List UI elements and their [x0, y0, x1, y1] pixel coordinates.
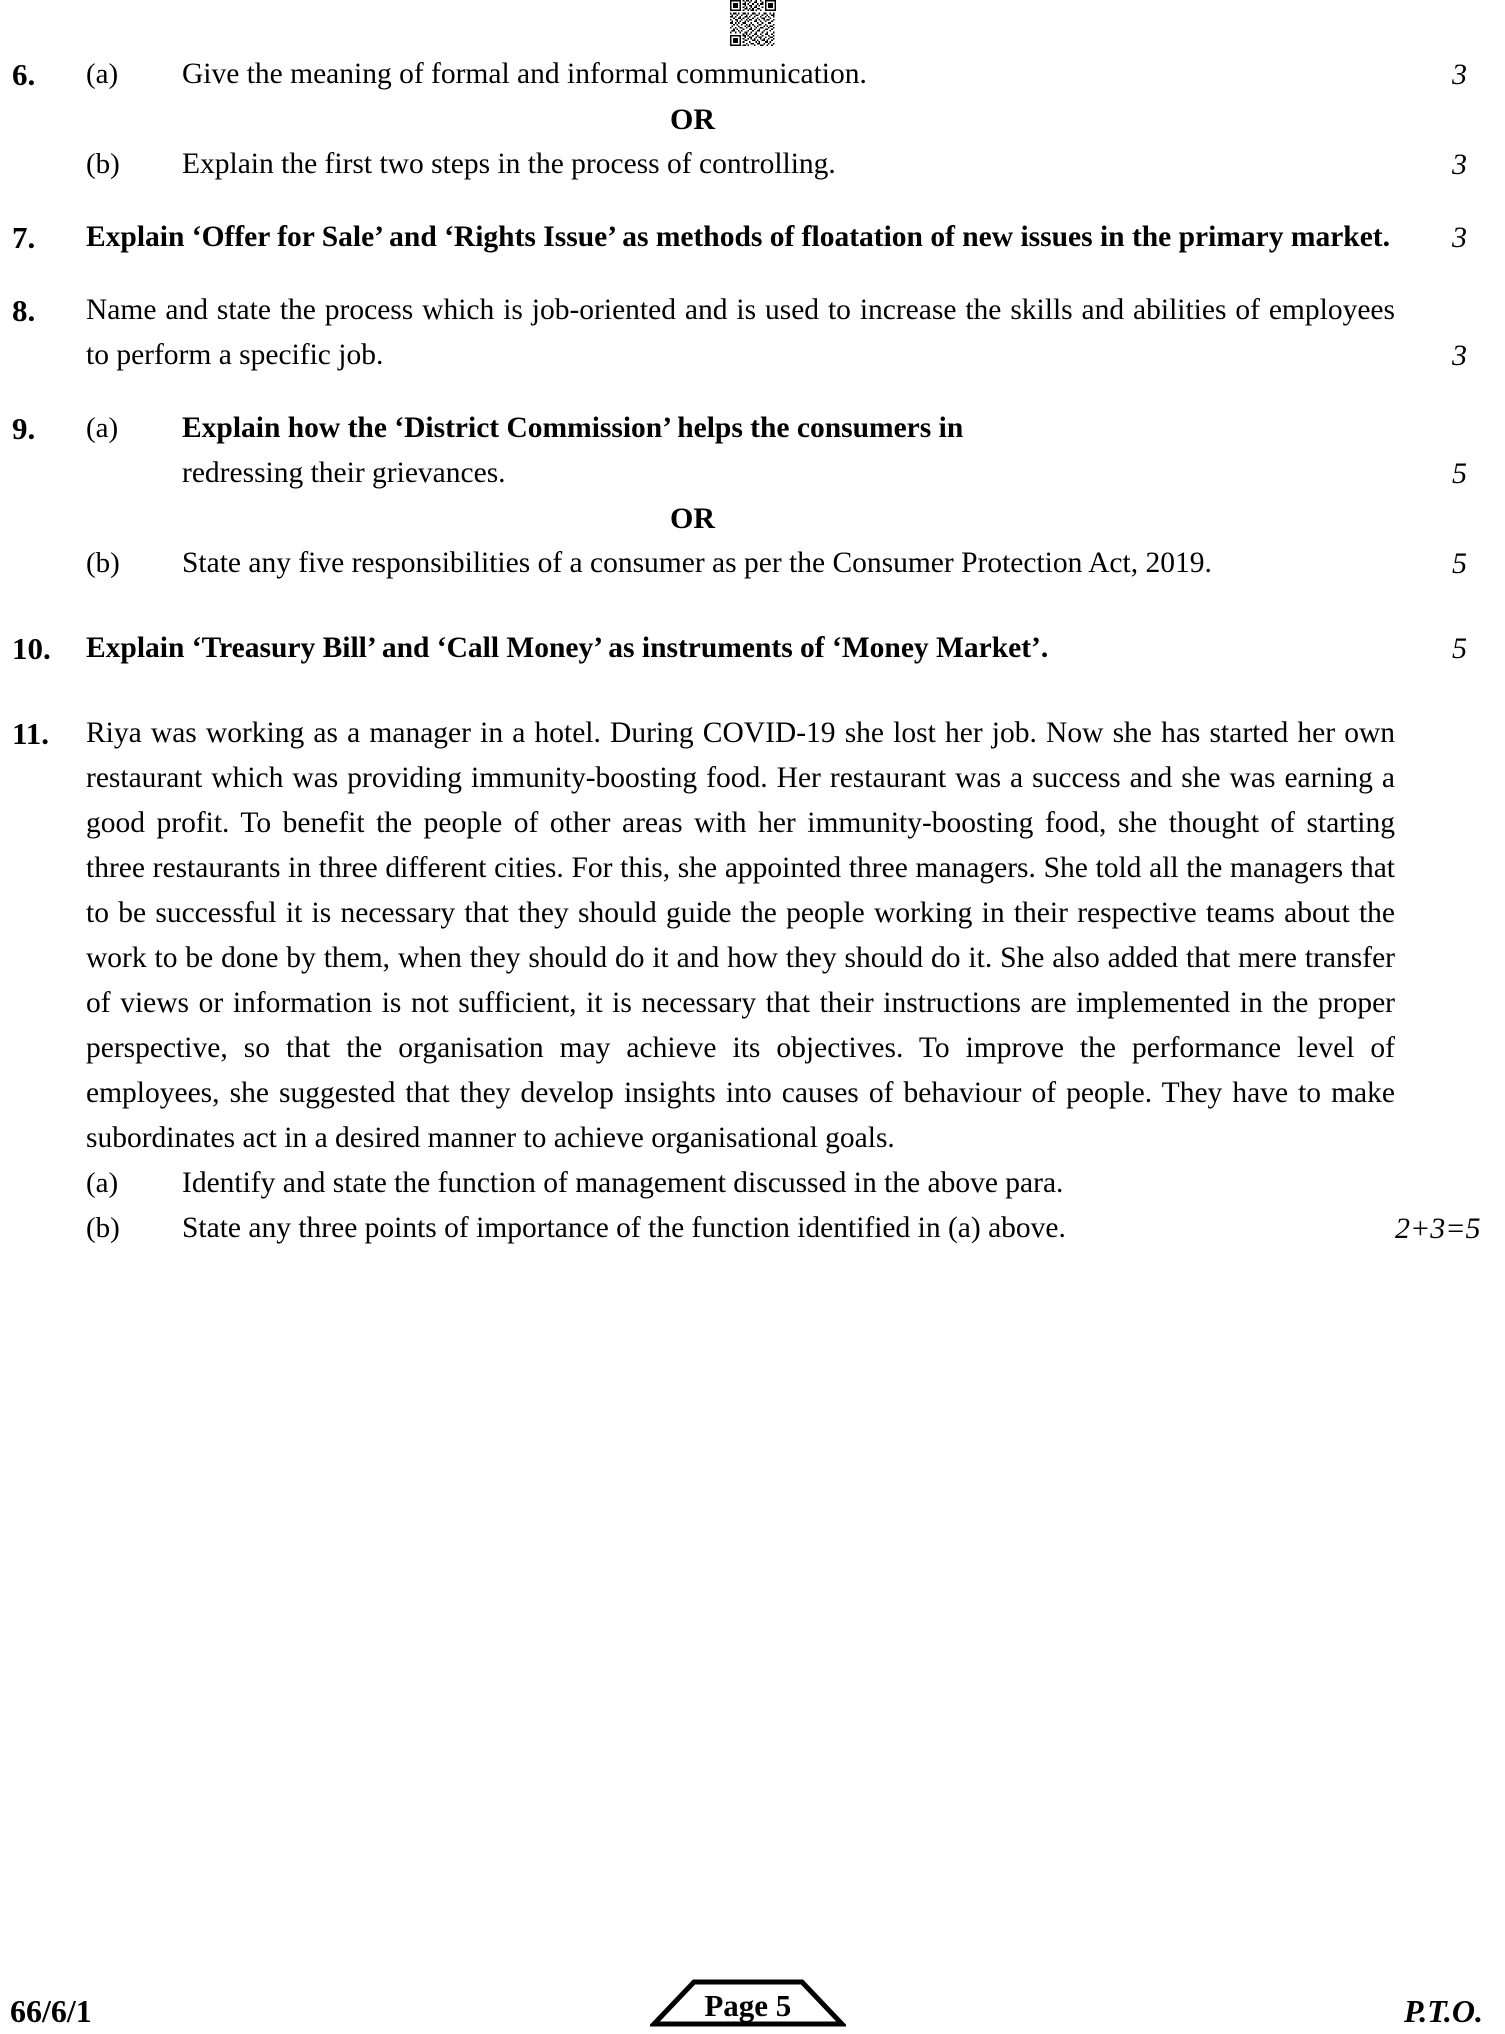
page-footer [0, 1972, 1505, 2032]
question-number-10: 10. [12, 631, 51, 666]
part-letter-a: (a) [86, 58, 119, 90]
question-10-text: Explain ‘Treasury Bill’ and ‘Call Money’ as instruments of ‘Money Market’. [86, 632, 1049, 664]
question-11 [0, 711, 1505, 1161]
question-6b-body [182, 142, 1395, 187]
part-letter-b-9: (b) [86, 547, 120, 579]
question-10-body [86, 626, 1395, 671]
page-number-badge [650, 1972, 846, 2028]
question-9-part-b [0, 541, 1505, 586]
question-11a-body [182, 1161, 1395, 1206]
question-9a-body [182, 406, 1395, 496]
question-number-8: 8. [12, 293, 36, 328]
question-9b-text: State any five responsibilities of a consumer as per the Consumer Protection Act, 2019. [182, 547, 1212, 579]
question-9a-text-bold: Explain how the ‘District Commission’ helps the consumers in [182, 412, 964, 444]
question-9b-body [182, 541, 1395, 586]
question-10-marks: 5 [1452, 632, 1467, 665]
question-6a-marks: 3 [1452, 58, 1467, 91]
page-number-label: Page 5 [704, 1988, 792, 2023]
qr-code-icon [724, 0, 782, 46]
question-10 [0, 626, 1505, 671]
part-letter-a-11: (a) [86, 1167, 119, 1199]
or-label-9: OR [670, 502, 715, 535]
question-11a-text: Identify and state the function of management discussed in the above para. [182, 1167, 1064, 1199]
question-number-7: 7. [12, 220, 36, 255]
question-7 [0, 215, 1505, 260]
question-number-11: 11. [12, 716, 50, 751]
question-8-text: Name and state the process which is job-oriented and is used to increase the skills and abilities of employees to perform a specific job. [86, 294, 1395, 371]
question-number-6: 6. [12, 57, 36, 92]
question-9a-marks: 5 [1452, 457, 1467, 490]
question-7-text: Explain ‘Offer for Sale’ and ‘Rights Issue’ as methods of floatation of new issues in the primary market. [86, 221, 1390, 253]
question-7-marks: 3 [1452, 221, 1467, 254]
question-11-part-a [0, 1161, 1505, 1206]
question-11b-body [182, 1206, 1395, 1251]
question-9b-marks: 5 [1452, 547, 1467, 580]
question-8-body [86, 288, 1395, 378]
question-paper-body [0, 52, 1505, 1251]
question-number-9: 9. [12, 411, 36, 446]
question-6a-text: Give the meaning of formal and informal communication. [182, 58, 867, 90]
question-6b-marks: 3 [1452, 148, 1467, 181]
question-6-part-a [0, 52, 1505, 97]
question-11-paragraph: Riya was working as a manager in a hotel. During COVID-19 she lost her job. Now she has started her own restaurant which was providing immunity-boosting food. Her restaurant was a success and she was earning a good profit. To benefit the people of other areas with her immunity-boosting food, she thought of starting three restaurants in three different cities. For this, she appointed three managers. She told all the managers that to be successful it is necessary that they should guide the people working in their respective teams about the work to be done by them, when they should do it and how they should do it. She also added that mere transfer of views or information is not sufficient, it is necessary that their instructions are implemented in the proper perspective, so that the organisation may achieve its objectives. To improve the performance level of employees, she suggested that they develop insights into causes of behaviour of people. They have to make subordinates act in a desired manner to achieve organisational goals. [86, 717, 1395, 1154]
question-11b-marks: 2+3=5 [1395, 1212, 1481, 1245]
part-letter-b-11: (b) [86, 1212, 120, 1244]
question-9-part-a [0, 406, 1505, 496]
or-separator-9 [0, 496, 1505, 541]
question-7-body [86, 215, 1395, 260]
or-separator-6 [0, 97, 1505, 142]
question-11b-text: State any three points of importance of the function identified in (a) above. [182, 1212, 1066, 1244]
question-6b-text: Explain the first two steps in the process of controlling. [182, 148, 836, 180]
question-11-body [86, 711, 1395, 1161]
question-8-marks: 3 [1452, 339, 1467, 372]
question-6a-body [182, 52, 1395, 97]
part-letter-a-9: (a) [86, 412, 119, 444]
question-11-part-b [0, 1206, 1505, 1251]
part-letter-b: (b) [86, 148, 120, 180]
question-6-part-b [0, 142, 1505, 187]
question-8 [0, 288, 1505, 378]
turn-over-label: P.T.O. [1403, 1993, 1483, 2029]
qr-code-container [0, 0, 1505, 46]
or-label: OR [670, 103, 715, 136]
question-9a-text-rest: redressing their grievances. [182, 457, 506, 489]
paper-code: 66/6/1 [10, 1993, 92, 2029]
